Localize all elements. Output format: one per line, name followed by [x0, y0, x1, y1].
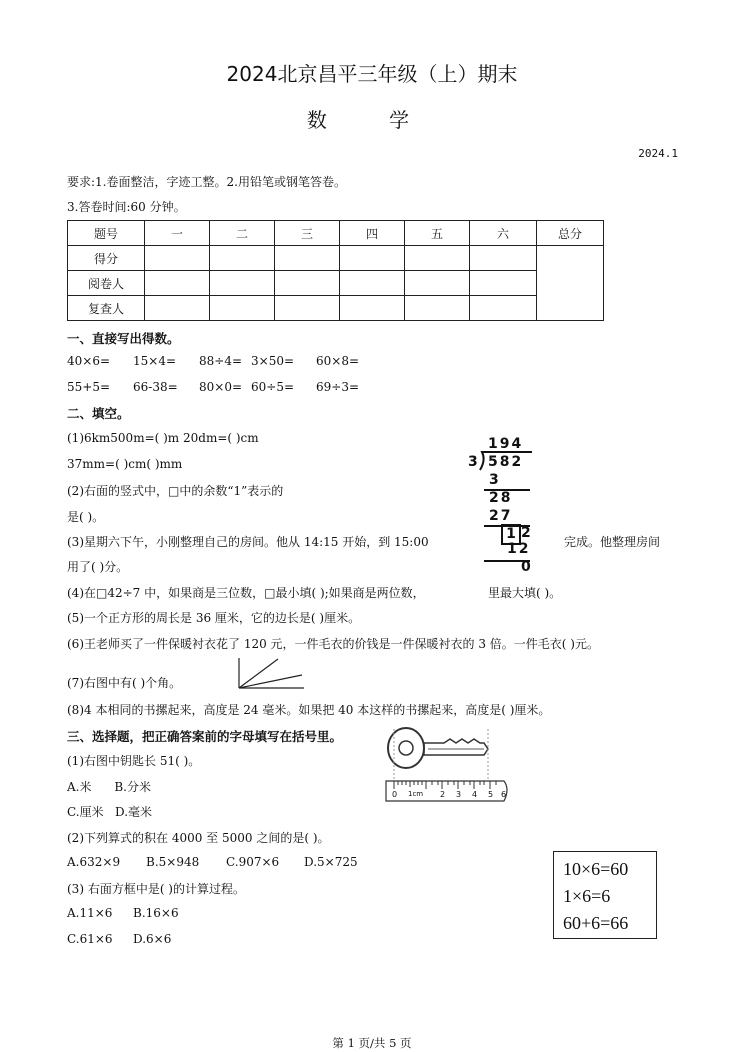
question-3-1-options-a: A.米 B.分米	[67, 780, 152, 794]
option: C.61×6	[67, 932, 113, 946]
score-cell	[405, 271, 470, 296]
question-2-3a: (3)星期六下午，小刚整理自己的房间。他从 14:15 开始，到 15:00	[67, 535, 429, 549]
division-quotient: 194	[488, 436, 524, 452]
requirements-line-2: 3.答卷时间:60 分钟。	[67, 200, 186, 214]
col-header: 五	[405, 221, 470, 246]
question-3-1: (1)右图中钥匙长 51( )。	[67, 754, 201, 768]
arith-item: 15×4=	[133, 354, 177, 368]
ruler-label: 1cm	[408, 790, 424, 798]
score-cell	[275, 296, 340, 321]
page-footer: 第 1 页/共 5 页	[332, 1036, 412, 1050]
ruler-label: 2	[440, 790, 446, 799]
score-table	[67, 220, 604, 321]
question-2-7: (7)右图中有( )个角。	[67, 676, 182, 690]
score-cell	[275, 271, 340, 296]
row-header: 得分	[68, 246, 145, 271]
question-3-2: (2)下列算式的积在 4000 至 5000 之间的是( )。	[67, 831, 330, 845]
score-row	[68, 271, 604, 296]
score-cell	[145, 271, 210, 296]
col-header: 四	[340, 221, 405, 246]
question-3-3: (3) 右面方框中是( )的计算过程。	[67, 882, 245, 896]
col-header: 二	[210, 221, 275, 246]
score-row	[68, 246, 604, 271]
section-3-heading: 三、选择题，把正确答案前的字母填写在括号里。	[67, 729, 343, 744]
arith-item: 88÷4=	[199, 354, 243, 368]
col-header: 一	[145, 221, 210, 246]
ruler-label: 4	[472, 790, 478, 799]
calc-line: 60+6=66	[563, 913, 629, 933]
arith-item: 60×8=	[316, 354, 360, 368]
col-header: 三	[275, 221, 340, 246]
score-cell	[145, 296, 210, 321]
score-cell	[405, 246, 470, 271]
division-divisor: 3	[468, 454, 478, 470]
score-cell	[275, 246, 340, 271]
division-step: 2	[521, 525, 531, 541]
total-cell	[537, 246, 604, 321]
question-2-6: (6)王老师买了一件保暖衬衣花了 120 元，一件毛衣的价钱是一件保暖衬衣的 3 倍。一件毛衣( )元。	[67, 637, 599, 651]
arith-item: 60÷5=	[251, 380, 295, 394]
row-header: 阅卷人	[68, 271, 145, 296]
score-row	[68, 296, 604, 321]
option: A.632×9	[67, 855, 121, 869]
subject-title: 数 学	[306, 108, 438, 132]
option: C.907×6	[226, 855, 280, 869]
section-1-heading: 一、直接写出得数。	[67, 331, 180, 346]
option: A.11×6	[67, 906, 113, 920]
ruler-label: 3	[456, 790, 462, 799]
exam-date: 2024.1	[638, 147, 678, 160]
score-cell	[210, 296, 275, 321]
question-2-3b: 用了( )分。	[67, 560, 129, 574]
arith-item: 66-38=	[133, 380, 178, 394]
col-header: 总分	[537, 221, 604, 246]
long-division-figure	[466, 436, 536, 557]
arith-item: 80×0=	[199, 380, 243, 394]
question-2-1b: 37mm=( )cm( )mm	[67, 457, 183, 471]
division-dividend: 582	[488, 454, 524, 470]
page-title: 2024北京昌平三年级（上）期末	[226, 62, 518, 86]
calc-line: 1×6=6	[563, 886, 611, 906]
score-cell	[405, 296, 470, 321]
score-table-header-row	[68, 221, 604, 246]
calculation-box	[553, 851, 657, 939]
arith-item: 55+5=	[67, 380, 111, 394]
option: B.16×6	[133, 906, 179, 920]
key-ruler-figure	[384, 723, 514, 807]
question-2-3a-end: 完成。他整理房间	[564, 535, 661, 549]
score-cell	[470, 271, 537, 296]
question-2-8: (8)4 本相同的书摞起来，高度是 24 毫米。如果把 40 本这样的书摞起来，高度是( )厘米。	[67, 703, 551, 717]
division-step: 3	[489, 472, 499, 488]
score-cell	[340, 296, 405, 321]
score-cell	[470, 296, 537, 321]
ruler-label: 5	[488, 790, 494, 799]
ruler-label: 0	[392, 790, 398, 799]
score-cell	[145, 246, 210, 271]
option: B.5×948	[146, 855, 200, 869]
arith-item: 40×6=	[67, 354, 111, 368]
division-step: 28	[489, 490, 513, 506]
requirements-line-1: 要求:1.卷面整洁，字迹工整。2.用铅笔或钢笔答卷。	[67, 175, 346, 189]
question-3-1-options-b: C.厘米 D.毫米	[67, 805, 153, 819]
score-cell	[210, 271, 275, 296]
score-cell	[470, 246, 537, 271]
col-header: 六	[470, 221, 537, 246]
question-2-4: (4)在□42÷7 中，如果商是三位数，□最小填( );如果商是两位数，	[67, 586, 425, 600]
question-2-4-end: 里最大填( )。	[488, 586, 562, 600]
division-step: 12	[507, 541, 531, 557]
score-cell	[340, 271, 405, 296]
col-header: 题号	[68, 221, 145, 246]
division-step: 27	[489, 508, 513, 524]
division-final-remainder: 0	[521, 559, 531, 575]
question-2-5: (5)一个正方形的周长是 36 厘米，它的边长是( )厘米。	[67, 611, 361, 625]
row-header: 复查人	[68, 296, 145, 321]
calc-line: 10×6=60	[563, 859, 629, 879]
arith-item: 69÷3=	[316, 380, 360, 394]
score-cell	[210, 246, 275, 271]
question-2-1a: (1)6km500m=( )m 20dm=( )cm	[67, 431, 259, 445]
key-icon	[384, 723, 514, 807]
angle-figure	[236, 655, 306, 691]
remainder-box: 1	[501, 524, 521, 545]
question-2-2a: (2)右面的竖式中，□中的余数“1”表示的	[67, 484, 284, 498]
option: D.6×6	[133, 932, 172, 946]
ruler-label: 6	[501, 790, 507, 799]
section-2-heading: 二、填空。	[67, 406, 130, 421]
score-cell	[340, 246, 405, 271]
arith-item: 3×50=	[251, 354, 295, 368]
question-2-2b: 是( )。	[67, 510, 105, 524]
option: D.5×725	[304, 855, 358, 869]
